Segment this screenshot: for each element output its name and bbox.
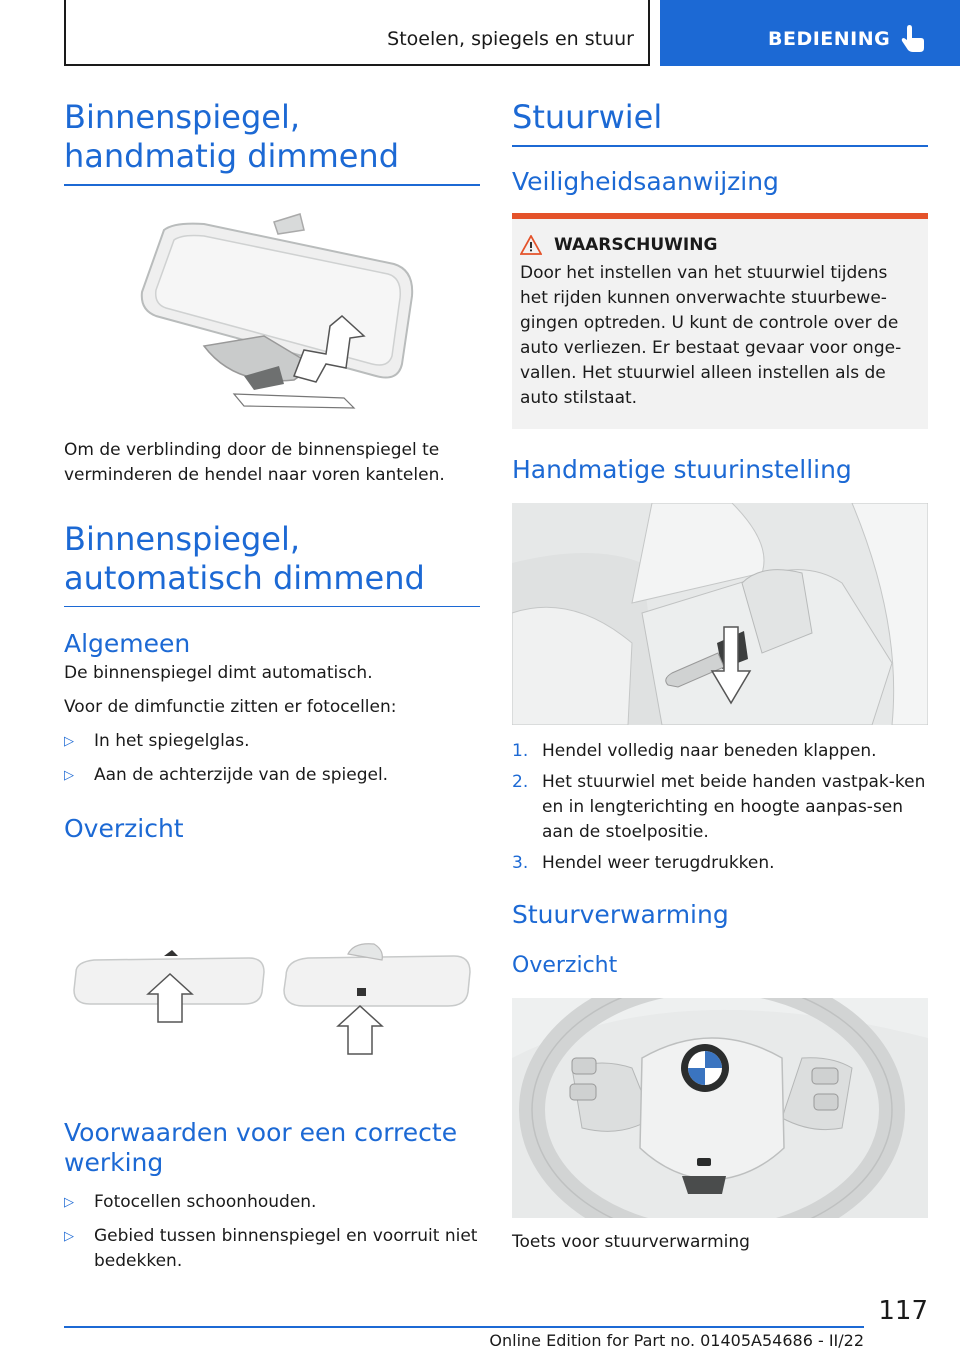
list-item [64,729,480,754]
list-item [64,1224,480,1274]
triangle-bullet-icon: ▷ [64,1195,74,1210]
heading-overzicht-verwarming: Overzicht [512,952,618,978]
list-item-text: Fotocellen schoonhouden. [94,1192,317,1212]
step-number: 2. [512,771,529,792]
triangle-bullet-icon: ▷ [64,734,74,749]
triangle-bullet-icon: ▷ [64,1229,74,1244]
general-text-1: De binnenspiegel dimt automatisch. [64,663,373,683]
conditions-list [64,1190,480,1274]
section-title-manual-mirror: Binnenspiegel, handmatig dimmend [64,98,400,175]
header-left-rule [64,0,66,66]
step-number: 3. [512,852,529,873]
warning-title-text: WAARSCHUWING [554,234,718,255]
step-text: Hendel weer terugdrukken. [542,852,775,873]
warning-title [520,235,920,255]
heading-voorwaarden: Voorwaarden voor een correcte werking [64,1118,458,1177]
step-text: Hendel volledig naar beneden klappen. [542,740,877,761]
steering-lever-illustration [512,503,928,725]
step-text: Het stuurwiel met beide handen vastpak‐ken en in lengterichting en hoogte aanpas‐sen aan de stoelpositie. [542,771,926,842]
list-item-text: In het spiegelglas. [94,731,250,751]
steering-heating-caption: Toets voor stuurverwarming [512,1231,750,1252]
manual-mirror-text: Om de verblinding door de binnenspiegel te verminderen de hendel naar voren kantelen. [64,439,445,485]
heading-stuurverwarming: Stuurverwarming [512,899,729,929]
header-bottom-rule [64,64,650,66]
mirror-photocell-illustration [64,864,480,1084]
list-item [64,1190,480,1215]
hand-pointer-icon [898,24,930,56]
warning-text: Door het instellen van het stuurwiel tijdens het rijden kunnen onverwachte stuurbewe‐gingen optreden. U kunt de controle over de auto verliezen. Er bestaat gevaar voor onge‐vallen. Het stuurwiel alleen instellen als de auto stilstaat. [520,262,902,408]
header-right-rule [648,0,650,66]
page-number: 117 [878,1296,928,1326]
list-item [512,739,928,764]
section-title-stuurwiel: Stuurwiel [512,98,663,136]
footer-rule [64,1326,864,1328]
heading-handmatige-stuurinstelling: Handmatige stuurinstelling [512,454,852,484]
edition-text: Online Edition for Part no. 01405A54686 - II/22 [489,1331,864,1350]
triangle-bullet-icon: ▷ [64,768,74,783]
general-text-2: Voor de dimfunctie zitten er fotocellen: [64,697,397,717]
section-title-auto-mirror: Binnenspiegel, automatisch dimmend [64,519,425,597]
heading-overzicht: Overzicht [64,814,184,843]
title-rule [64,606,480,608]
steps-list [512,739,928,876]
step-number: 1. [512,740,529,761]
right-column [512,98,928,1255]
list-item-text: Gebied tussen binnenspiegel en voorruit niet bedekken. [94,1226,478,1271]
title-rule [512,145,928,147]
list-item [512,770,928,845]
breadcrumb[interactable]: Stoelen, spiegels en stuur [387,28,634,50]
photocell-list [64,729,480,788]
list-item-text: Aan de achterzijde van de spiegel. [94,765,389,785]
heading-algemeen: Algemeen [64,629,191,658]
left-column [64,98,480,1274]
heading-veiligheid: Veiligheidsaanwijzing [512,166,779,196]
steering-wheel-illustration [512,998,928,1218]
list-item [512,851,928,876]
warning-box [512,213,928,429]
list-item [64,763,480,788]
warning-triangle-icon [520,235,542,255]
mirror-manual-illustration [64,186,480,418]
tab-bediening[interactable] [660,0,960,66]
tab-bediening-label: BEDIENING [768,28,891,50]
